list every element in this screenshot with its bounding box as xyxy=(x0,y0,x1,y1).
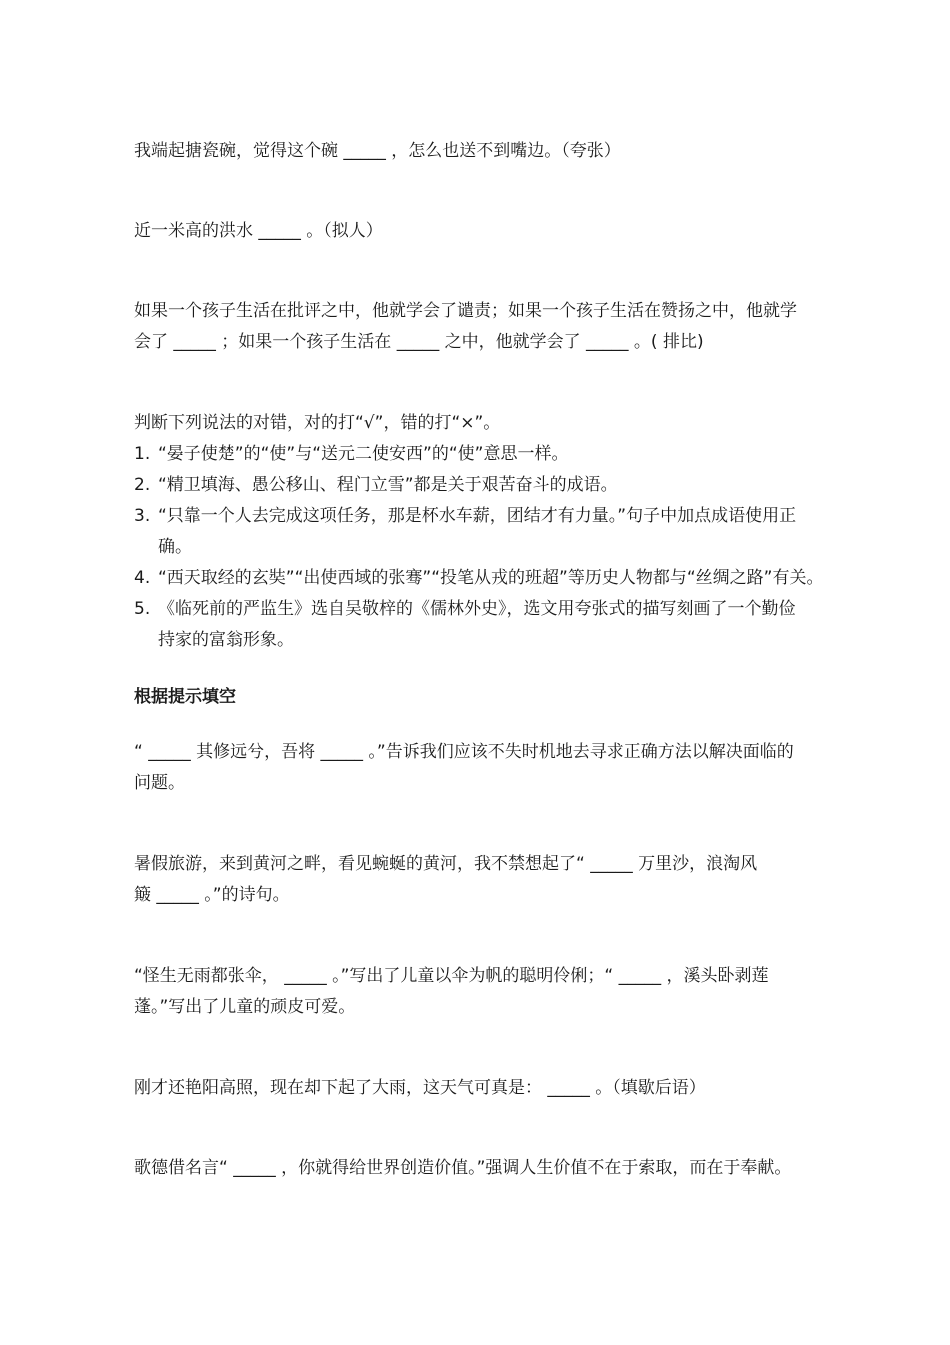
exercise-parallelism-line2: 会了 _____ ；如果一个孩子生活在 _____ 之中，他就学会了 _____ 。( 排比) xyxy=(134,332,704,352)
fill-item-line: 问题。 xyxy=(134,773,185,793)
judge-item-number: 1. xyxy=(134,444,151,464)
fill-item xyxy=(134,961,846,1023)
judge-item xyxy=(134,470,846,501)
judge-item-text: “西天取经的玄奘”“出使西域的张骞”“投笔从戎的班超”等历史人物都与“丝绸之路”有关。 xyxy=(158,568,824,588)
fill-item-line: “ _____ 其修远兮，吾将 _____ 。”告诉我们应该不失时机地去寻求正确方法以解决面临的 xyxy=(134,742,794,762)
fill-item xyxy=(134,849,846,911)
fill-item-line: 蓬。”写出了儿童的顽皮可爱。 xyxy=(134,997,356,1017)
exercise-hyperbole: 我端起搪瓷碗，觉得这个碗 _____ ，怎么也送不到嘴边。（夸张） xyxy=(134,141,621,161)
judge-instructions: 判断下列说法的对错，对的打“√”，错的打“×”。 xyxy=(134,413,501,433)
judge-item-continuation: 持家的富翁形象。 xyxy=(158,630,294,650)
judge-item-text: “精卫填海、愚公移山、程门立雪”都是关于艰苦奋斗的成语。 xyxy=(158,475,618,495)
judge-item-text: “只靠一个人去完成这项任务，那是杯水车薪，团结才有力量。”句子中加点成语使用正 xyxy=(158,506,797,526)
judge-item xyxy=(134,439,846,470)
exercise-parallelism xyxy=(134,296,846,358)
judge-item-text: 《临死前的严监生》选自吴敬梓的《儒林外史》，选文用夸张式的描写刻画了一个勤俭 xyxy=(158,599,796,619)
judge-item xyxy=(134,594,846,656)
judge-item-text: “晏子使楚”的“使”与“送元二使安西”的“使”意思一样。 xyxy=(158,444,569,464)
exercise-parallelism-line1: 如果一个孩子生活在批评之中，他就学会了谴责；如果一个孩子生活在赞扬之中，他就学 xyxy=(134,301,797,321)
fill-item-line: “怪生无雨都张伞， _____ 。”写出了儿童以伞为帆的聪明伶俐；“ _____ ，溪头卧剥莲 xyxy=(134,966,769,986)
judge-item-number: 5. xyxy=(134,599,151,619)
exercise-personification: 近一米高的洪水 _____ 。（拟人） xyxy=(134,221,383,241)
fill-item: 歌德借名言“ _____ ，你就得给世界创造价值。”强调人生价值不在于索取，而在于奉献。 xyxy=(134,1158,792,1178)
judge-item-number: 2. xyxy=(134,475,151,495)
judge-item-number: 3. xyxy=(134,506,151,526)
fill-item-line: 暑假旅游，来到黄河之畔，看见蜿蜒的黄河，我不禁想起了“ _____ 万里沙，浪淘风 xyxy=(134,854,758,874)
judge-item xyxy=(134,563,846,594)
fill-item: 刚才还艳阳高照，现在却下起了大雨，这天气可真是： _____ 。（填歇后语） xyxy=(134,1078,706,1098)
judge-item-number: 4. xyxy=(134,568,151,588)
judge-item-continuation: 确。 xyxy=(158,537,192,557)
judge-item xyxy=(134,501,846,563)
fill-item-line: 簸 _____ 。”的诗句。 xyxy=(134,885,290,905)
fill-item xyxy=(134,737,846,799)
section-heading: 根据提示填空 xyxy=(134,687,236,707)
